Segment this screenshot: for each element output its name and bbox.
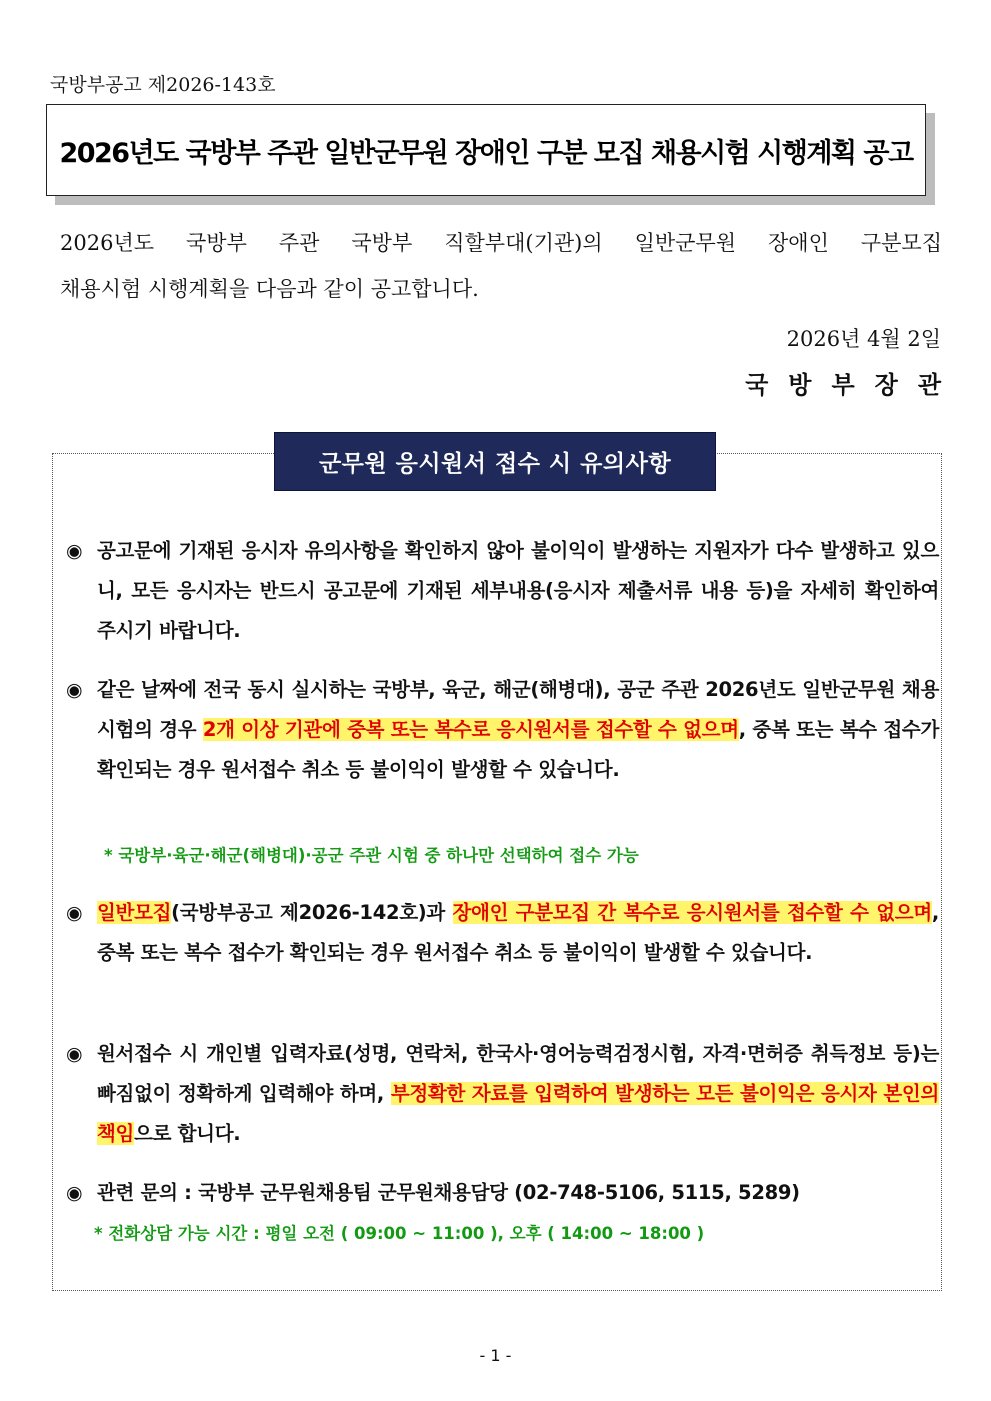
caution-item-3-highlight: 장애인 구분모집 간 복수로 응시원서를 접수할 수 없으며: [452, 901, 932, 924]
page-title: 2026년도 국방부 주관 일반군무원 장애인 구분 모집 채용시험 시행계획 공고: [59, 137, 913, 169]
caution-heading: [274, 432, 716, 491]
caution-item-4-text: [97, 1034, 939, 1154]
caution-item-1: [66, 531, 939, 651]
caution-item-2-highlight: 2개 이상 기관에 중복 또는 복수로 응시원서를 접수할 수 없으며: [202, 718, 739, 741]
caution-item-2: [66, 670, 939, 790]
title-box: [46, 104, 926, 196]
caution-item-4-highlight: 부정확한 자료를 입력하여 발생하는 모든 불이익은 응시자 본인의 책임: [97, 1082, 939, 1145]
bullet-icon: ◉: [66, 1182, 83, 1204]
caution-item-2-text: [97, 670, 939, 790]
notice-number: 국방부공고 제2026-143호: [50, 74, 276, 96]
intro-paragraph: [50, 220, 942, 312]
caution-item-3-red: 일반모집: [97, 901, 172, 924]
notice-date: 2026년 4월 2일: [786, 327, 941, 351]
caution-item-2-post: , 중복 또는 복수 접수가 확인되는 경우 원서접수 취소 등 불이익이 발생할 수 있습니다.: [97, 718, 939, 781]
caution-heading-text: 군무원 응시원서 접수 시 유의사항: [318, 451, 672, 477]
caution-item-5-text: 관련 문의 : 국방부 군무원채용팀 군무원채용담당 (02-748-5106, 5115, 5289): [97, 1181, 800, 1204]
bullet-icon: ◉: [66, 540, 83, 562]
caution-item-3-post: , 중복 또는 복수 접수가 확인되는 경우 원서접수 취소 등 불이익이 발생할 수 있습니다.: [97, 901, 939, 964]
caution-item-3-mid: (국방부공고 제2026-142호)과: [171, 901, 453, 924]
caution-item-5: [66, 1173, 939, 1213]
caution-item-4-post: 으로 합니다.: [134, 1122, 241, 1145]
intro-line-2: 채용시험 시행계획을 다음과 같이 공고합니다.: [60, 277, 479, 301]
caution-item-4: [66, 1034, 939, 1154]
caution-item-1-text: 공고문에 기재된 응시자 유의사항을 확인하지 않아 불이익이 발생하는 지원자가 다수 발생하고 있으니, 모든 응시자는 반드시 공고문에 기재된 세부내용(응시자 제출서류 내용 등)을 자세히 확인하여 주시기 바랍니다.: [97, 539, 939, 642]
caution-item-2-pre: 같은 날짜에 전국 동시 실시하는 국방부, 육군, 해군(해병대), 공군 주관 2026년도 일반군무원 채용시험의 경우: [97, 678, 939, 741]
page-number: - 1 -: [479, 1346, 512, 1365]
bullet-icon: ◉: [66, 1043, 83, 1065]
caution-item-2-note: * 국방부·육군·해군(해병대)·공군 주관 시험 중 하나만 선택하여 접수 가능: [104, 846, 639, 865]
intro-line-1: 2026년도 국방부 주관 국방부 직할부대(기관)의 일반군무원 장애인 구분모집: [60, 231, 942, 255]
bullet-icon: ◉: [66, 902, 83, 924]
bullet-icon: ◉: [66, 679, 83, 701]
issuer: 국방부장관: [745, 370, 961, 399]
caution-item-3: [66, 893, 939, 973]
caution-item-5-note: * 전화상담 가능 시간 : 평일 오전 ( 09:00 ~ 11:00 ), 오후 ( 14:00 ~ 18:00 ): [94, 1224, 705, 1243]
caution-item-4-pre: 원서접수 시 개인별 입력자료(성명, 연락처, 한국사·영어능력검정시험, 자격·면허증 취득정보 등)는 빠짐없이 정확하게 입력해야 하며,: [97, 1042, 939, 1105]
caution-item-3-text: [97, 893, 939, 973]
